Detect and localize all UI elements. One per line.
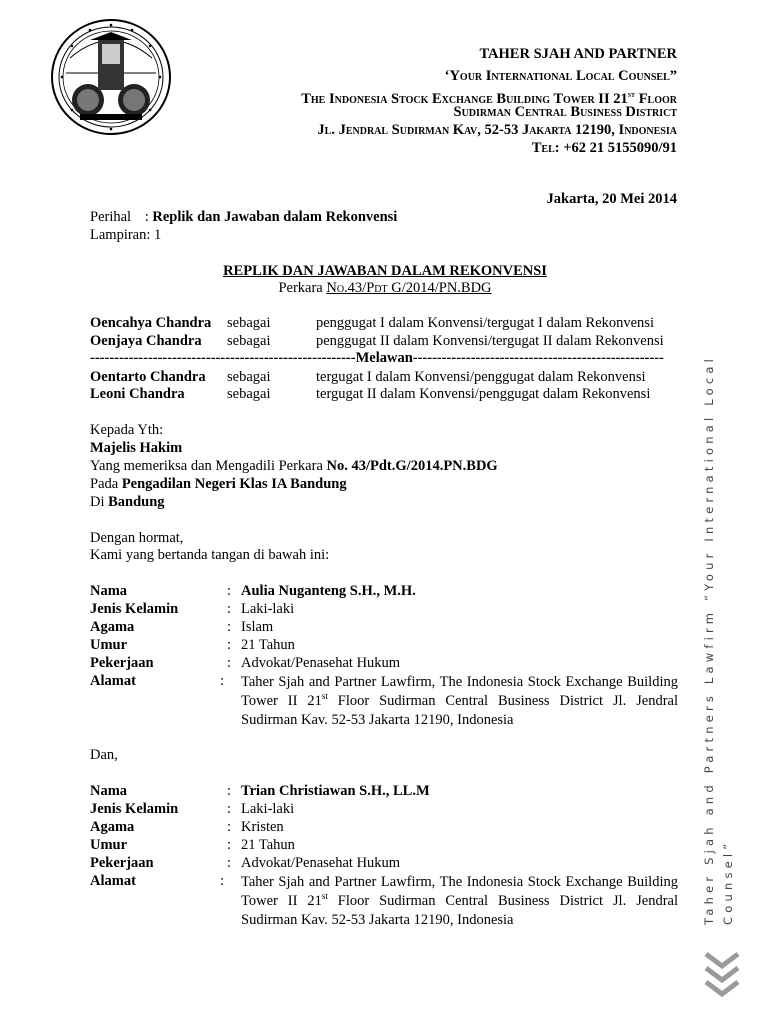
case-number-line: Perkara No.43/Pdt G/2014/PN.BDG [278,280,492,296]
subject-label: Perihal [90,209,132,225]
firm-address-district: Sudirman Central Business District [453,104,677,120]
person1-umur-row: Umur : 21 Tahun [90,637,295,653]
person1-alamat-row: Alamat : [90,673,225,689]
firm-address-street: Jl. Jendral Sudirman Kav, 52-53 Jakarta 12190, Indonesia [317,122,677,138]
person1-pekerjaan-row: Pekerjaan : Advokat/Penasehat Hukum [90,655,401,671]
subject-value: Replik dan Jawaban dalam Rekonvensi [152,209,398,225]
recipient-kepada: Kepada Yth: [90,422,164,438]
document-title: REPLIK DAN JAWABAN DALAM REKONVENSI [223,263,547,279]
subject-line [90,209,397,226]
person2-jenis-row: Jenis Kelamin : Laki-laki [90,801,295,817]
salutation: Dengan hormat, [90,530,184,546]
intro-text: Kami yang bertanda tangan di bawah ini: [90,547,330,563]
attachment-line: Lampiran: 1 [90,227,162,243]
firm-address-building: The Indonesia Stock Exchange Building Tower II 21st Floor [301,89,677,107]
party-row: Oencahya Chandra sebagai penggugat I dalam Konvensi/tergugat I dalam Rekonvensi [90,315,654,331]
person2-alamat-row: Alamat : [90,873,225,889]
person2-agama-row: Agama : Kristen [90,819,284,835]
person2-pekerjaan-row: Pekerjaan : Advokat/Penasehat Hukum [90,855,401,871]
recipient-city-line: Di Bandung [90,494,165,510]
firm-seal-logo [50,18,172,136]
recipient-case-line: Yang memeriksa dan Mengadili Perkara No. 43/Pdt.G/2014.PN.BDG [90,458,498,474]
party-row: Oenjaya Chandra sebagai penggugat II dalam Konvensi/tergugat II dalam Rekonvensi [90,333,664,349]
dan-text: Dan, [90,747,118,763]
person1-alamat-value: Taher Sjah and Partner Lawfirm, The Indonesia Stock Exchange Building Tower II 21st Floor Sudirman Central Business District Jl. Jendral Sudirman Kav. 52-53 Jakarta 12190, Indonesia [241,674,678,728]
party-row: Oentarto Chandra sebagai tergugat I dalam Konvensi/penggugat dalam Rekonvensi [90,369,646,385]
letter-date: Jakarta, 20 Mei 2014 [546,191,677,207]
case-number: No.43/Pdt G/2014/PN.BDG [326,280,492,296]
melawan-divider: -------------------------------------------------------Melawan---------------------------------------------------- [90,350,664,366]
recipient-majelis: Majelis Hakim [90,440,183,456]
person2-alamat-value: Taher Sjah and Partner Lawfirm, The Indonesia Stock Exchange Building Tower II 21st Floor Sudirman Central Business District Jl. Jendral Sudirman Kav. 52-53 Jakarta 12190, Indonesia [241,874,678,928]
person2-umur-row: Umur : 21 Tahun [90,837,295,853]
person1-nama-row: Nama : Aulia Nuganteng S.H., M.H. [90,583,416,599]
chevron-down-icon [702,950,742,1006]
party-row: Leoni Chandra sebagai tergugat II dalam Konvensi/penggugat dalam Rekonvensi [90,386,651,402]
person2-nama-row: Nama : Trian Christiawan S.H., LL.M [90,783,430,799]
side-watermark-text: Taher Sjah and Partners Lawfirm “Your International Local Counsel” [702,354,735,925]
firm-phone: Tel: +62 21 5155090/91 [531,140,677,156]
recipient-court-line: Pada Pengadilan Negeri Klas IA Bandung [90,476,347,492]
firm-name: TAHER SJAH AND PARTNER [479,46,677,62]
subject-colon: : [144,209,149,225]
person1-jenis-row: Jenis Kelamin : Laki-laki [90,601,295,617]
person1-agama-row: Agama : Islam [90,619,274,635]
firm-tagline: ‘Your International Local Counsel” [444,68,677,84]
